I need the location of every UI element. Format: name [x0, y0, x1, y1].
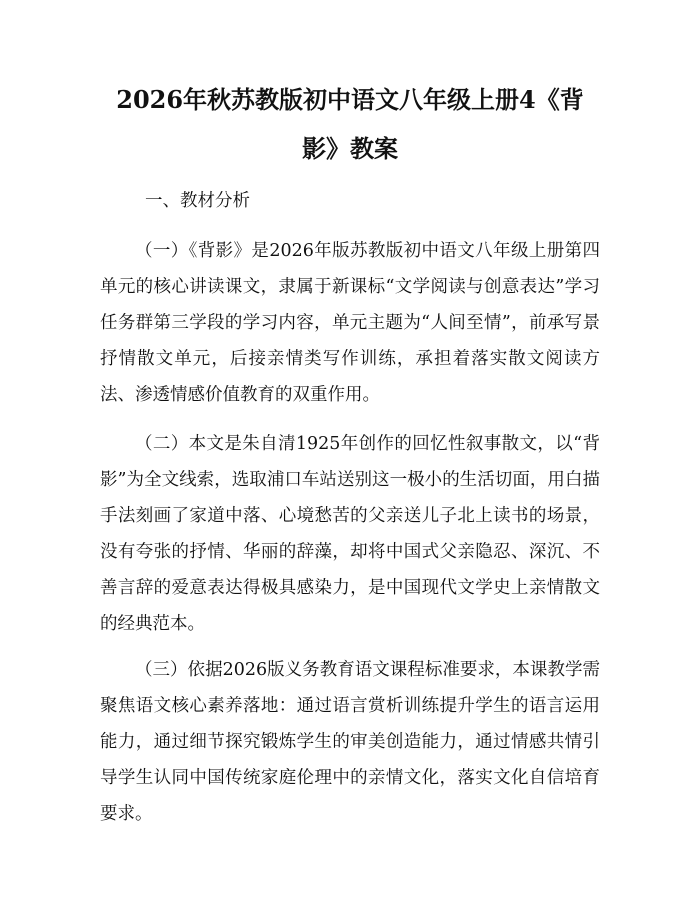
- paragraph-3: （三）依据2026版义务教育语文课程标准要求，本课教学需聚焦语文核心素养落地：通过语言赏析训练提升学生的语言运用能力，通过细节探究锻炼学生的审美创造能力，通过情感共情引导学生认同中国传统家庭伦理中的亲情文化，落实文化自信培育要求。: [100, 660, 600, 824]
- document-title-line-1: 2026年秋苏教版初中语文八年级上册4《背: [116, 85, 584, 114]
- section-heading: 一、教材分析: [145, 191, 250, 211]
- paragraph-2: （二）本文是朱自清1925年创作的回忆性叙事散文，以“背影”为全文线索，选取浦口车站送别这一极小的生活切面，用白描手法刻画了家道中落、心境愁苦的父亲送儿子北上读书的场景，没有夸张的抒情、华丽的辞藻，却将中国式父亲隐忍、深沉、不善言辞的爱意表达得极具感染力，是中国现代文学史上亲情散文的经典范本。: [100, 434, 600, 634]
- paragraph-1: （一）《背影》是2026年版苏教版初中语文八年级上册第四单元的核心讲读课文，隶属于新课标“文学阅读与创意表达”学习任务群第三学段的学习内容，单元主题为“人间至情”，前承写景抒情散文单元，后接亲情类写作训练，承担着落实散文阅读方法、渗透情感价值教育的双重作用。: [100, 241, 600, 405]
- document-title-line-2: 影》教案: [302, 134, 398, 163]
